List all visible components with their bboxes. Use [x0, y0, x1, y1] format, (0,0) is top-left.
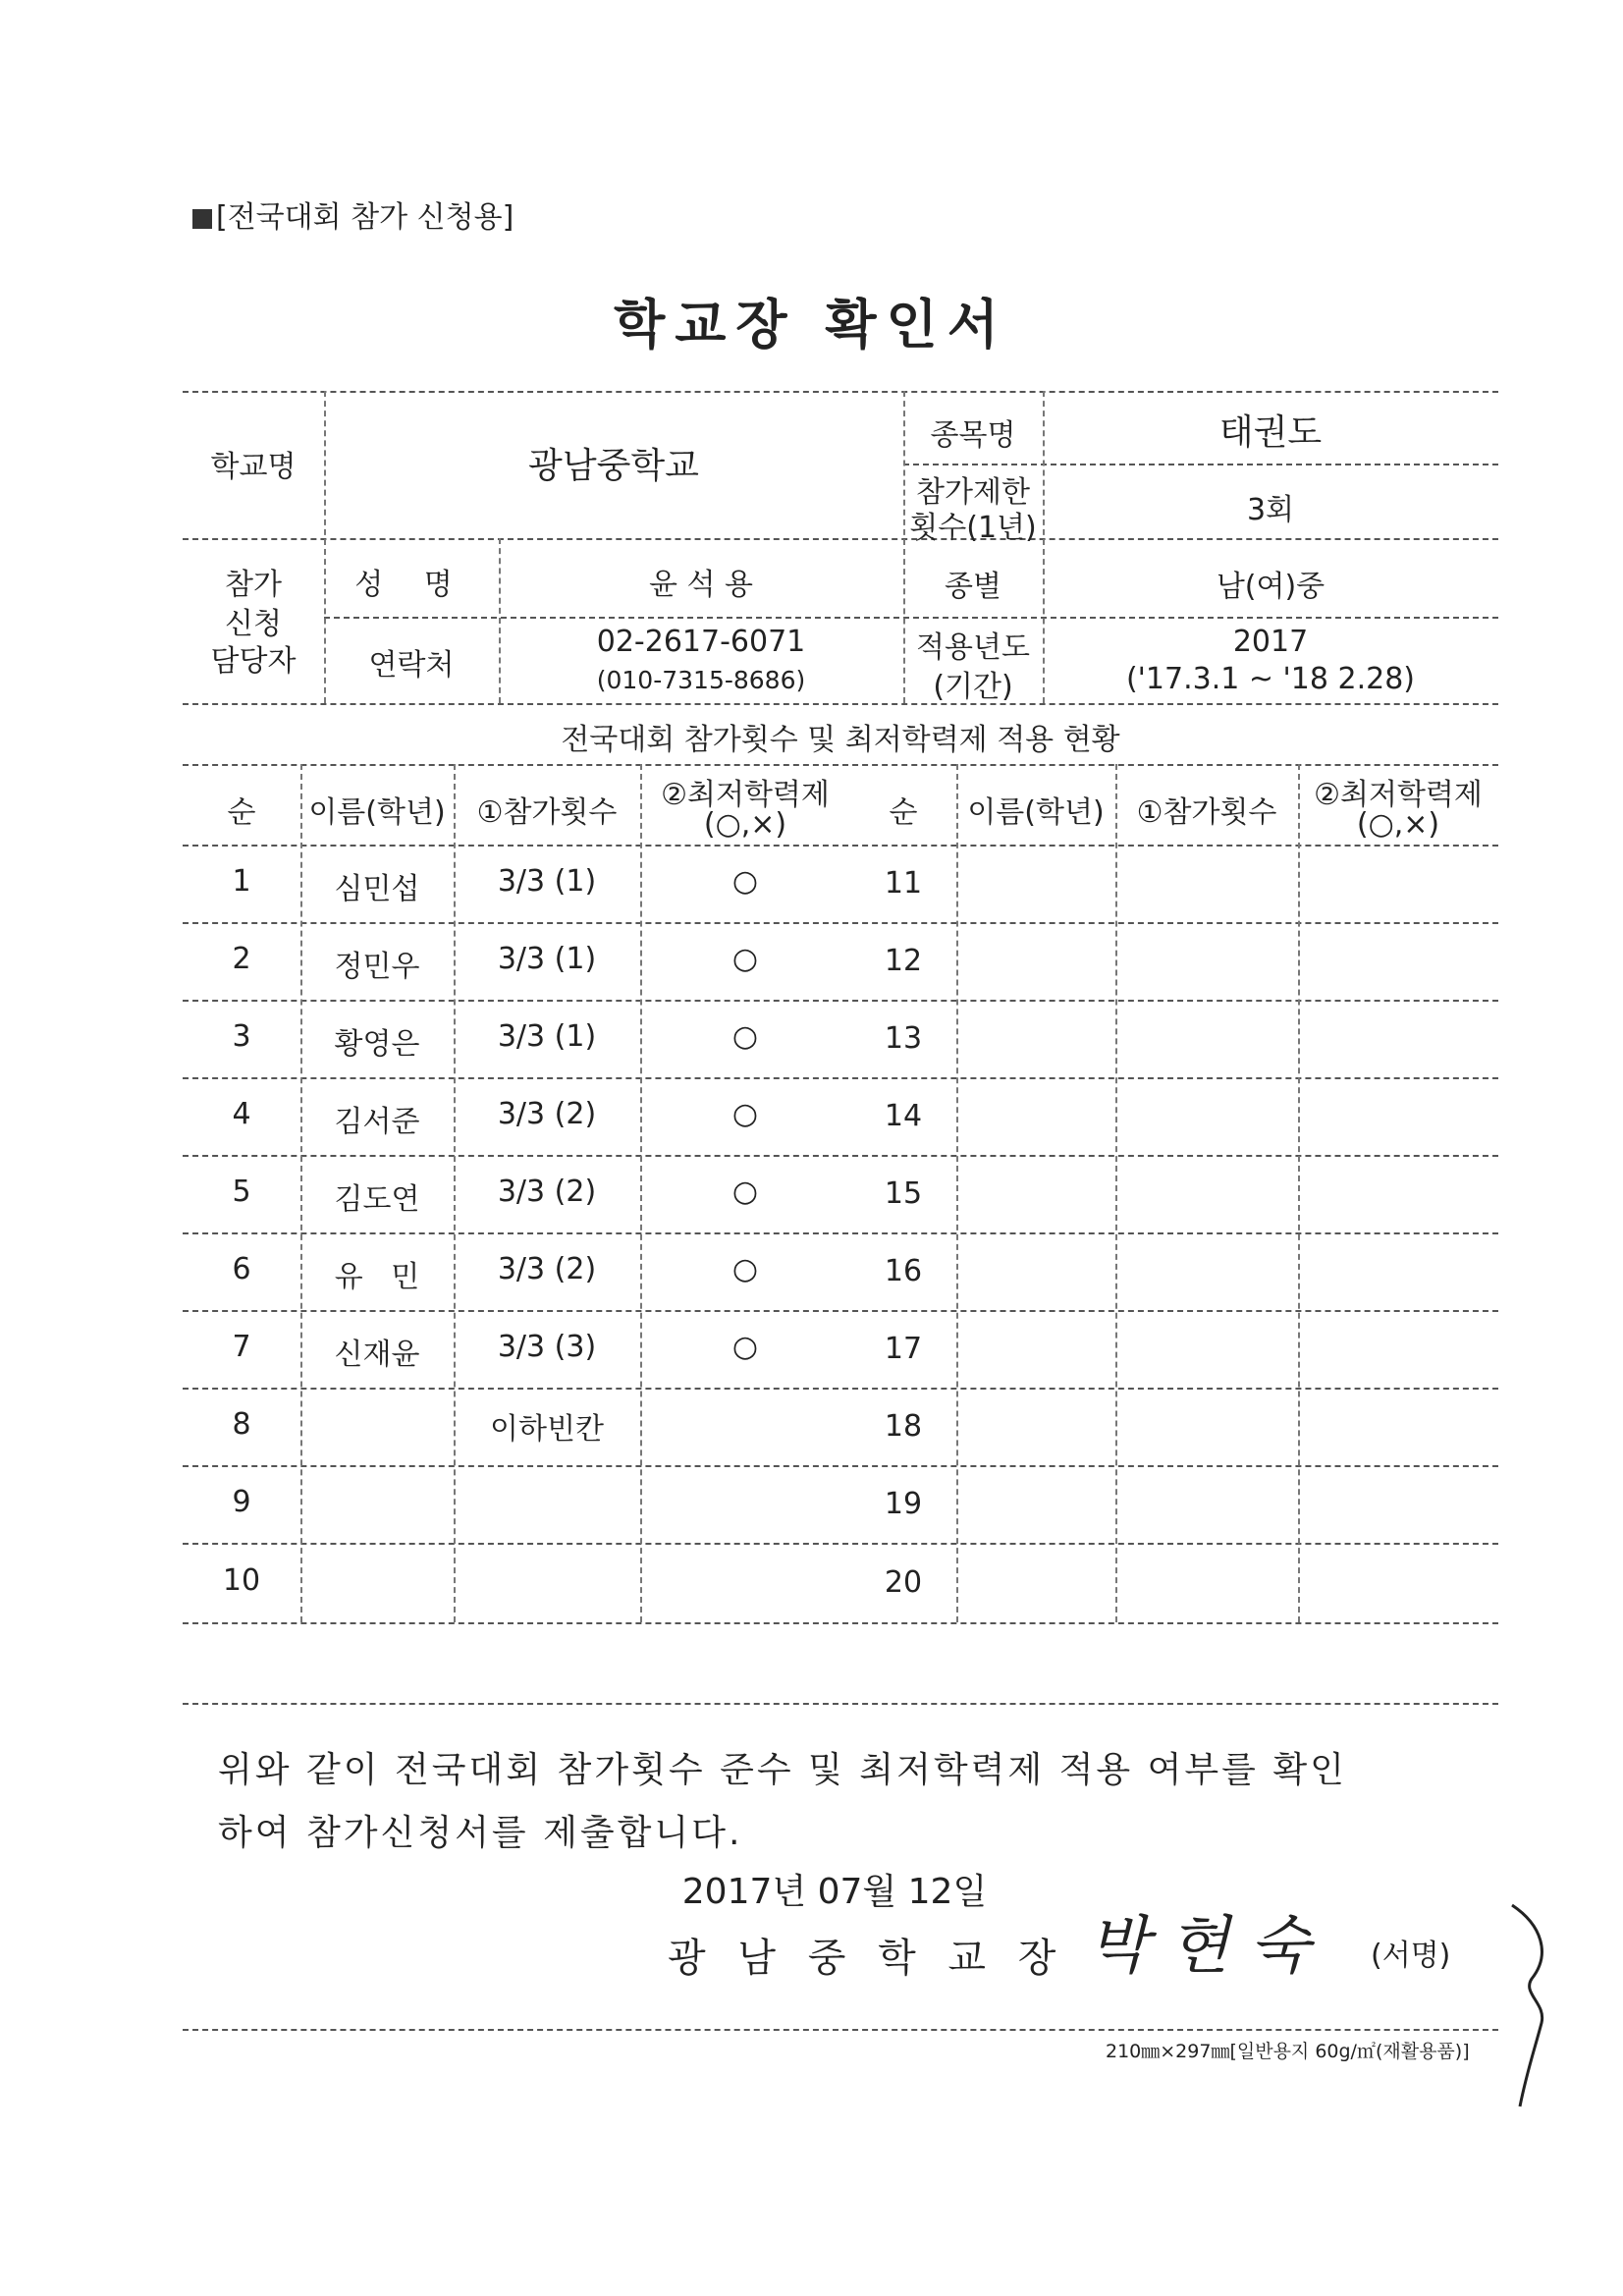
row-no: 8: [232, 1407, 251, 1442]
square-marker-icon: [192, 209, 212, 229]
seal-note: (서명): [1371, 1939, 1451, 1973]
row-no: 7: [232, 1330, 251, 1364]
applicant-label-line2: 신청: [225, 607, 282, 641]
row-no-right: 11: [884, 866, 923, 901]
row-no-right: 13: [884, 1021, 923, 1056]
division-label: 종별: [945, 570, 1001, 604]
status-title: 전국대회 참가횟수 및 최저학력제 적용 현황: [561, 723, 1120, 757]
row-count: 3/3 (1): [497, 1019, 597, 1054]
name-value: 윤 석 용: [648, 568, 753, 602]
contact-label: 연락처: [368, 648, 455, 683]
applicant-label-line1: 참가: [225, 568, 282, 602]
header-min-line1: ②최저학력제: [661, 778, 830, 812]
row-no: 9: [232, 1485, 251, 1519]
year-value: 2017: [1232, 625, 1309, 659]
header-count: ①참가횟수: [476, 795, 618, 830]
sport-label: 종목명: [930, 418, 1016, 453]
row-no-right: 20: [884, 1565, 923, 1600]
form-type-tag: [전국대회 참가 신청용]: [192, 192, 514, 236]
row-min-check: ○: [731, 1097, 759, 1131]
header-count-right: ①참가횟수: [1136, 795, 1277, 830]
row-name: 유 민: [334, 1260, 420, 1294]
year-period: ('17.3.1 ~ '18 2.28): [1125, 662, 1416, 696]
row-min-check: ○: [731, 1019, 759, 1054]
header-min-right-line1: ②최저학력제: [1314, 778, 1483, 812]
contact-phone: 02-2617-6071: [596, 625, 806, 659]
principal-title: 광 남 중 학 교 장: [668, 1936, 1066, 1981]
row-count: 3/3 (2): [497, 1097, 597, 1131]
row-no: 10: [222, 1563, 261, 1598]
division-value: 남(여)중: [1216, 570, 1325, 604]
row-no-right: 17: [884, 1332, 923, 1366]
school-label: 학교명: [210, 450, 297, 484]
limit-label-line2: 횟수(1년): [909, 511, 1037, 545]
name-label: 성 명: [354, 568, 468, 602]
row-no-right: 15: [884, 1176, 923, 1211]
year-label-line1: 적용년도: [916, 630, 1030, 665]
page-title: 학교장 확인서: [614, 294, 1008, 355]
row-name: 김도연: [334, 1182, 420, 1217]
row-no-right: 16: [884, 1254, 923, 1288]
date: 2017년 07월 12일: [681, 1872, 988, 1912]
row-count: 3/3 (2): [497, 1252, 597, 1286]
row-min-check: ○: [731, 864, 759, 899]
principal-signature: 박 현 숙: [1088, 1910, 1311, 1983]
row-no: 6: [232, 1252, 251, 1286]
row-blank-note: 이하빈칸: [490, 1412, 604, 1447]
row-count: 3/3 (3): [497, 1330, 597, 1364]
row-count: 3/3 (1): [497, 864, 597, 899]
school-value: 광남중학교: [528, 446, 699, 486]
row-min-check: ○: [731, 1252, 759, 1286]
row-no: 2: [232, 942, 251, 976]
row-min-check: ○: [731, 1175, 759, 1209]
limit-label-line1: 참가제한: [916, 475, 1030, 510]
row-no-right: 19: [884, 1487, 923, 1521]
row-count: 3/3 (2): [497, 1175, 597, 1209]
row-name: 정민우: [334, 950, 420, 984]
row-name: 김서준: [334, 1105, 420, 1139]
limit-value: 3회: [1246, 493, 1295, 527]
row-no: 4: [232, 1097, 251, 1131]
header-name: 이름(학년): [308, 795, 446, 830]
row-no: 1: [232, 864, 251, 899]
header-name-right: 이름(학년): [967, 795, 1105, 830]
row-name: 황영은: [334, 1027, 420, 1062]
applicant-label-line3: 담당자: [210, 644, 297, 679]
header-no: 순: [227, 795, 256, 830]
header-no-right: 순: [889, 795, 918, 830]
row-min-check: ○: [731, 942, 759, 976]
row-no-right: 12: [884, 944, 923, 978]
year-label-line2: (기간): [933, 670, 1013, 704]
row-no: 5: [232, 1175, 251, 1209]
statement-line2: 하여 참가신청서를 제출합니다.: [218, 1813, 743, 1853]
header-min-line2: (○,×): [703, 807, 787, 842]
contact-mobile: (010-7315-8686): [596, 666, 806, 694]
signature-stroke-icon: [1473, 1886, 1561, 2111]
row-name: 신재윤: [334, 1338, 420, 1372]
statement-line1: 위와 같이 전국대회 참가횟수 준수 및 최저학력제 적용 여부를 확인: [218, 1750, 1347, 1790]
row-no: 3: [232, 1019, 251, 1054]
row-min-check: ○: [731, 1330, 759, 1364]
header-min-right-line2: (○,×): [1356, 807, 1440, 842]
row-name: 심민섭: [334, 872, 420, 906]
row-no-right: 18: [884, 1409, 923, 1444]
sport-value: 태권도: [1218, 412, 1323, 453]
row-no-right: 14: [884, 1099, 923, 1133]
row-count: 3/3 (1): [497, 942, 597, 976]
paper-spec-footnote: 210㎜×297㎜[일반용지 60g/㎡(재활용품)]: [1106, 2041, 1470, 2062]
